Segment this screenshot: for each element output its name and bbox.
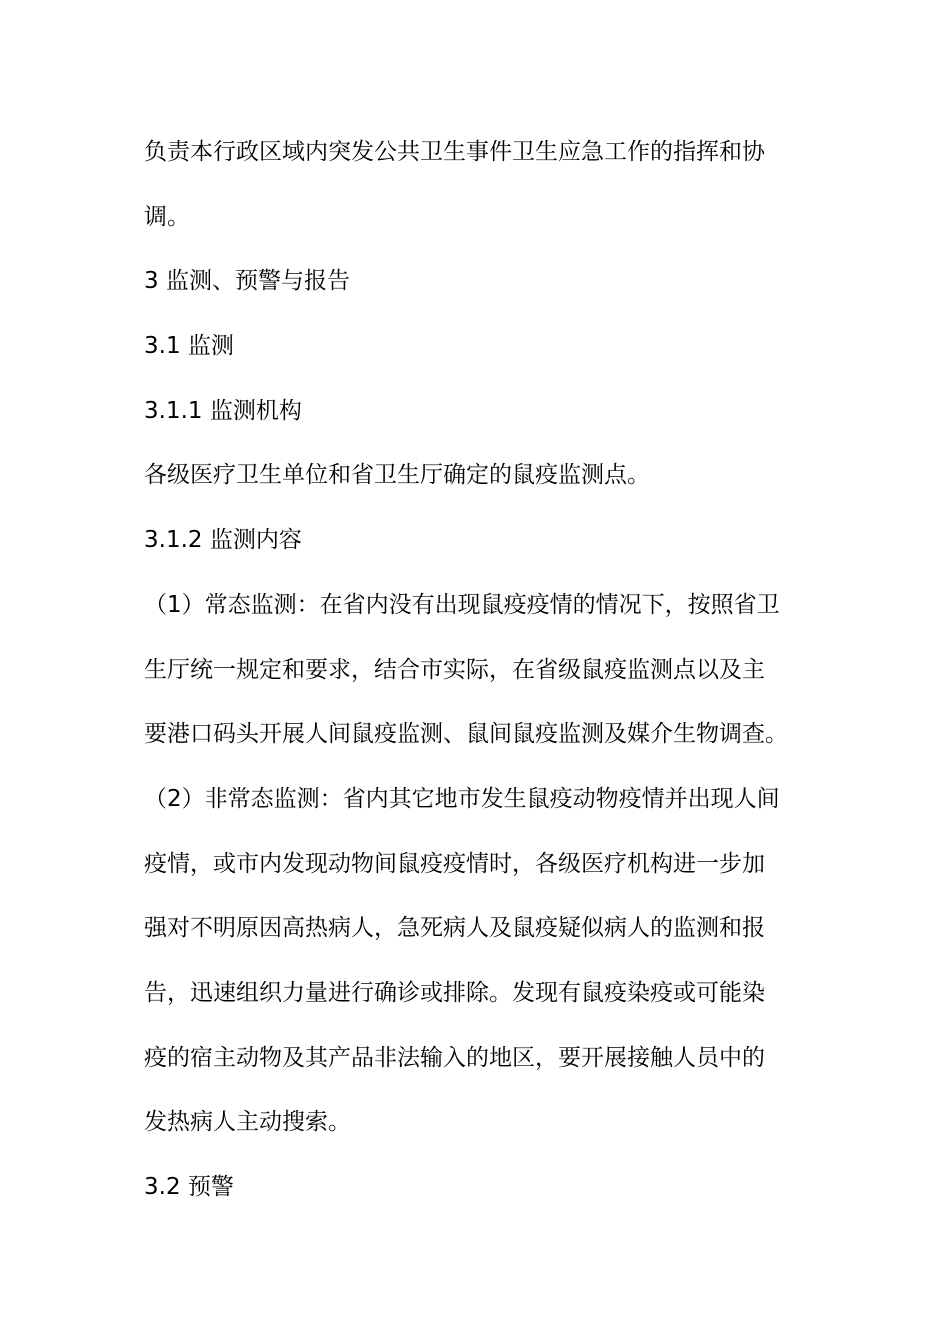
body-text-line: 强对不明原因高热病人，急死病人及鼠疫疑似病人的监测和报 (144, 915, 765, 942)
body-text-line: 调。 (144, 203, 190, 230)
body-text-line: （2）非常态监测：省内其它地市发生鼠疫动物疫情并出现人间 (144, 785, 780, 812)
body-text-line: 要港口码头开展人间鼠疫监测、鼠间鼠疫监测及媒介生物调查。 (144, 721, 788, 748)
body-text-line: 生厅统一规定和要求，结合市实际，在省级鼠疫监测点以及主 (144, 656, 765, 683)
body-text-line: （1）常态监测：在省内没有出现鼠疫疫情的情况下，按照省卫 (144, 591, 780, 618)
body-text-line: 发热病人主动搜索。 (144, 1109, 351, 1136)
body-text-line: 疫的宿主动物及其产品非法输入的地区，要开展接触人员中的 (144, 1044, 765, 1071)
subsection-heading: 3.1 监测 (144, 333, 234, 360)
subsubsection-heading: 3.1.2 监测内容 (144, 527, 302, 554)
body-text-line: 告，迅速组织力量进行确诊或排除。发现有鼠疫染疫或可能染 (144, 979, 765, 1006)
body-text-line: 负责本行政区域内突发公共卫生事件卫生应急工作的指挥和协 (144, 139, 765, 165)
body-text-line: 各级医疗卫生单位和省卫生厅确定的鼠疫监测点。 (144, 462, 650, 489)
subsubsection-heading: 3.1.1 监测机构 (144, 397, 302, 424)
document-page (144, 120, 806, 1220)
subsection-heading: 3.2 预警 (144, 1174, 234, 1200)
body-text-line: 疫情，或市内发现动物间鼠疫疫情时，各级医疗机构进一步加 (144, 850, 765, 877)
section-heading: 3 监测、预警与报告 (144, 268, 350, 295)
